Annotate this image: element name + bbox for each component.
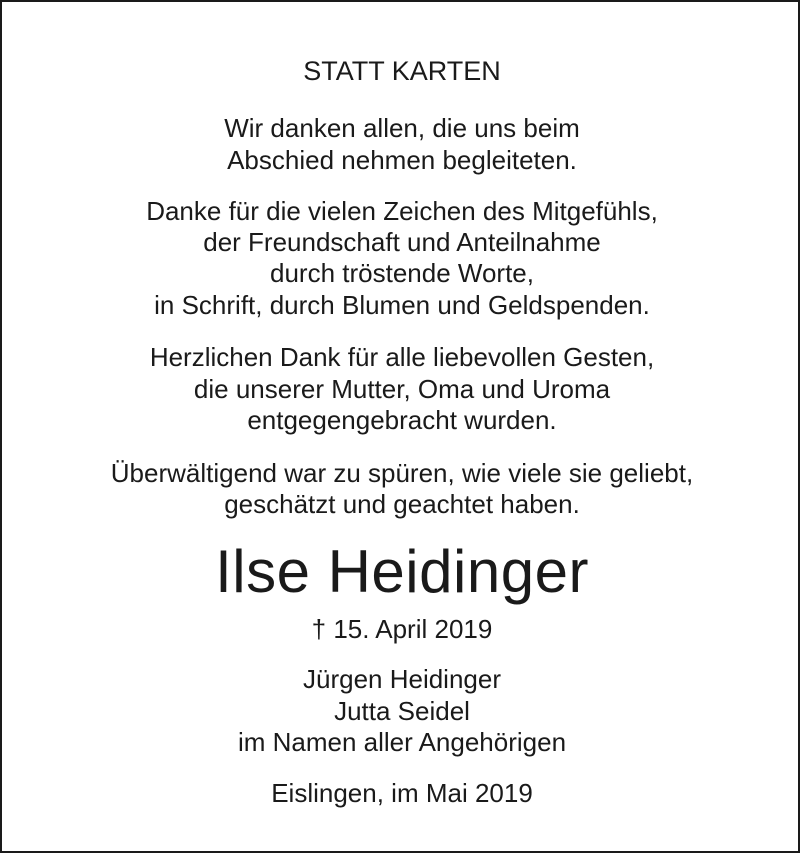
death-date: † 15. April 2019 — [311, 614, 493, 644]
paragraph2-line-4: in Schrift, durch Blumen und Geldspenden. — [154, 290, 650, 320]
paragraph2-line-3: durch tröstende Worte, — [270, 258, 534, 288]
paragraph1-line-1: Wir danken allen, die uns beim — [224, 113, 580, 143]
paragraph3-line-2: die unserer Mutter, Oma und Uroma — [193, 374, 611, 404]
paragraph3-line-1: Herzlichen Dank für alle liebevollen Gesten, — [149, 342, 655, 372]
paragraph4-line-2: geschätzt und geachtet haben. — [224, 489, 580, 519]
paragraph3-line-3: entgegengebracht wurden. — [247, 405, 557, 435]
paragraph4-line-1: Überwältigend war zu spüren, wie viele sie geliebt, — [110, 458, 694, 488]
place-date: Eislingen, im Mai 2019 — [271, 778, 533, 808]
signatory-3: im Namen aller Angehörigen — [237, 727, 567, 757]
paragraph2-line-1: Danke für die vielen Zeichen des Mitgefühls, — [146, 196, 658, 226]
deceased-name: Ilse Heidinger — [215, 538, 589, 605]
paragraph1-line-2: Abschied nehmen begleiteten. — [227, 145, 577, 175]
signatory-1: Jürgen Heidinger — [302, 664, 501, 694]
signatory-2: Jutta Seidel — [334, 696, 470, 726]
header-statt-karten: STATT KARTEN — [303, 56, 501, 86]
paragraph2-line-2: der Freundschaft und Anteilnahme — [203, 227, 601, 257]
